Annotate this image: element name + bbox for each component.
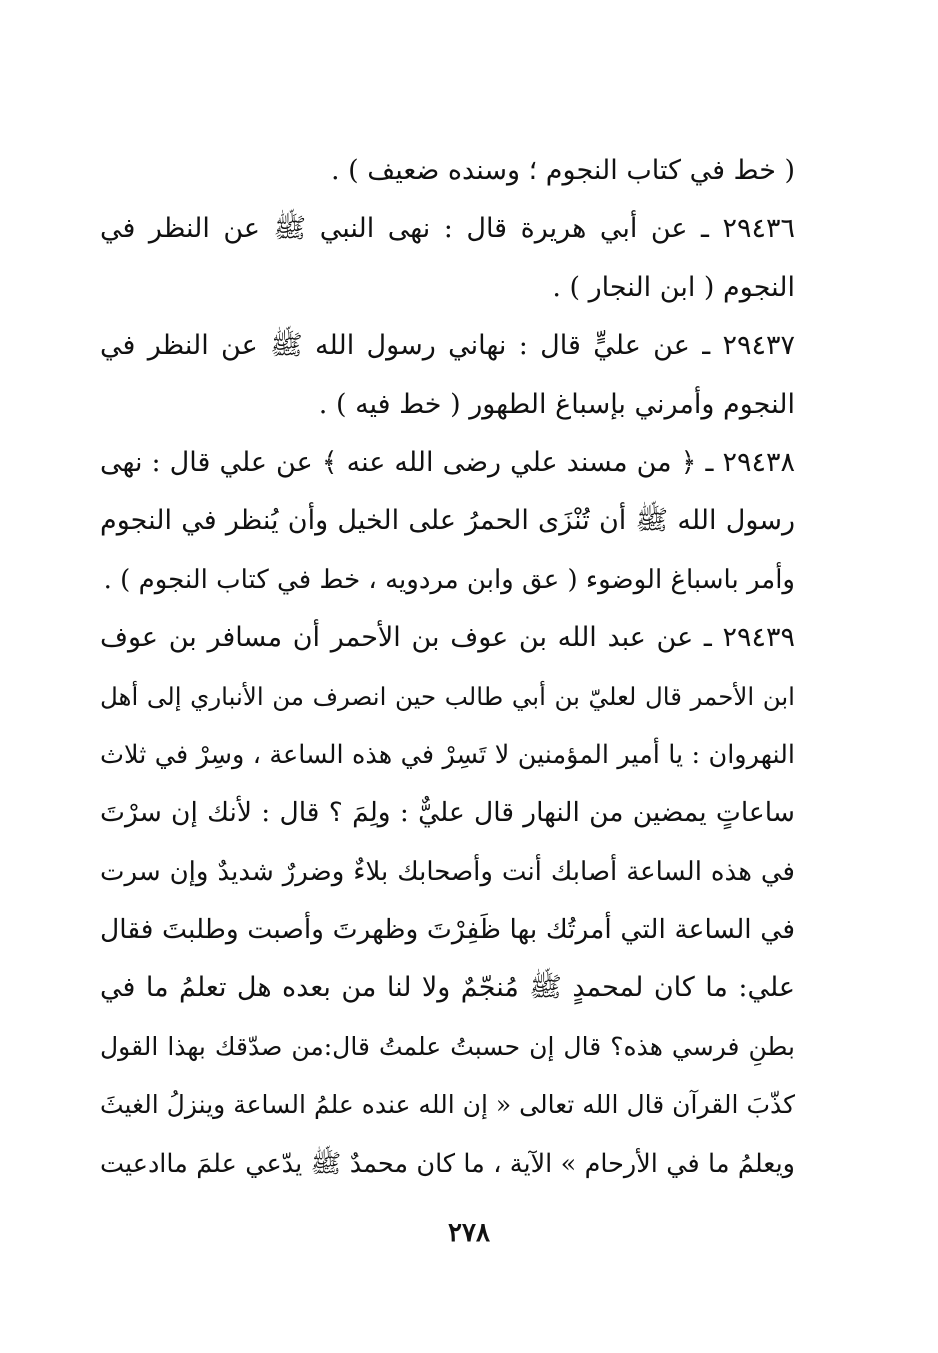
text-line: النجوم وأمرني بإسباغ الطهور ( خط فيه ) .	[318, 388, 795, 420]
page-number: ٢٧٨	[448, 1218, 490, 1248]
text-line: ٢٩٤٣٩ ـ عن عبد الله بن عوف بن الأحمر أن مسافر بن عوف	[100, 622, 795, 654]
text-line: النهروان : يا أمير المؤمنين لا تَسِرْ في هذه الساعة ، وسِرْ في ثلاث	[100, 739, 795, 770]
text-line: في هذه الساعة أصابك أنت وأصحابك بلاءٌ وضررٌ شديدٌ وإن سرت	[100, 856, 795, 887]
text-line: ( خط في كتاب النجوم ؛ وسنده ضعيف ) .	[331, 155, 795, 186]
text-line: ٢٩٤٣٨ ـ ﴿ من مسند علي رضى الله عنه ﴾ عن علي قال : نهى	[100, 446, 795, 478]
text-line: ويعلمُ ما في الأرحام » الآية ، ما كان محمدٌ ﷺ يدّعي علمَ ماادعيت	[100, 1148, 795, 1179]
text-line: ابن الأحمر قال لعليّ بن أبي طالب حين انصرف من الأنباري إلى أهل	[100, 681, 795, 711]
text-line: ٢٩٤٣٧ ـ عن عليٍّ قال : نهاني رسول الله ﷺ عن النظر في	[100, 330, 795, 362]
text-line: النجوم ( ابن النجار ) .	[552, 271, 795, 303]
page-body-text	[100, 142, 795, 1193]
text-line: وأمر باسباغ الوضوء ( عق وابن مردويه ، خط في كتاب النجوم ) .	[103, 564, 795, 595]
text-line: في الساعة التي أمرتُك بها ظَفِرْتَ وظهرتَ وأصبت وطلبتَ فقال	[100, 914, 795, 946]
text-line: ٢٩٤٣٦ ـ عن أبي هريرة قال : نهى النبي ﷺ عن النظر في	[100, 213, 795, 245]
text-line: بطنِ فرسي هذه؟ قال إن حسبتُ علمتُ قال:من صدّقك بهذا القول	[100, 1031, 795, 1061]
text-line: ساعاتٍ يمضين من النهار قال عليٌّ : ولِمَ ؟ قال : لأنك إن سرْتَ	[100, 797, 795, 829]
text-line: كذّبَ القرآن قال الله تعالى « إن الله عنده علمُ الساعة وينزلُ الغيثَ	[100, 1090, 795, 1120]
text-line: علي: ما كان لمحمدٍ ﷺ مُنجّمٌ ولا لنا من بعده هل تعلمُ ما في	[100, 972, 795, 1004]
text-line: رسول الله ﷺ أن تُنْزَى الحمرُ على الخيل وأن يُنظر في النجوم	[100, 505, 795, 537]
